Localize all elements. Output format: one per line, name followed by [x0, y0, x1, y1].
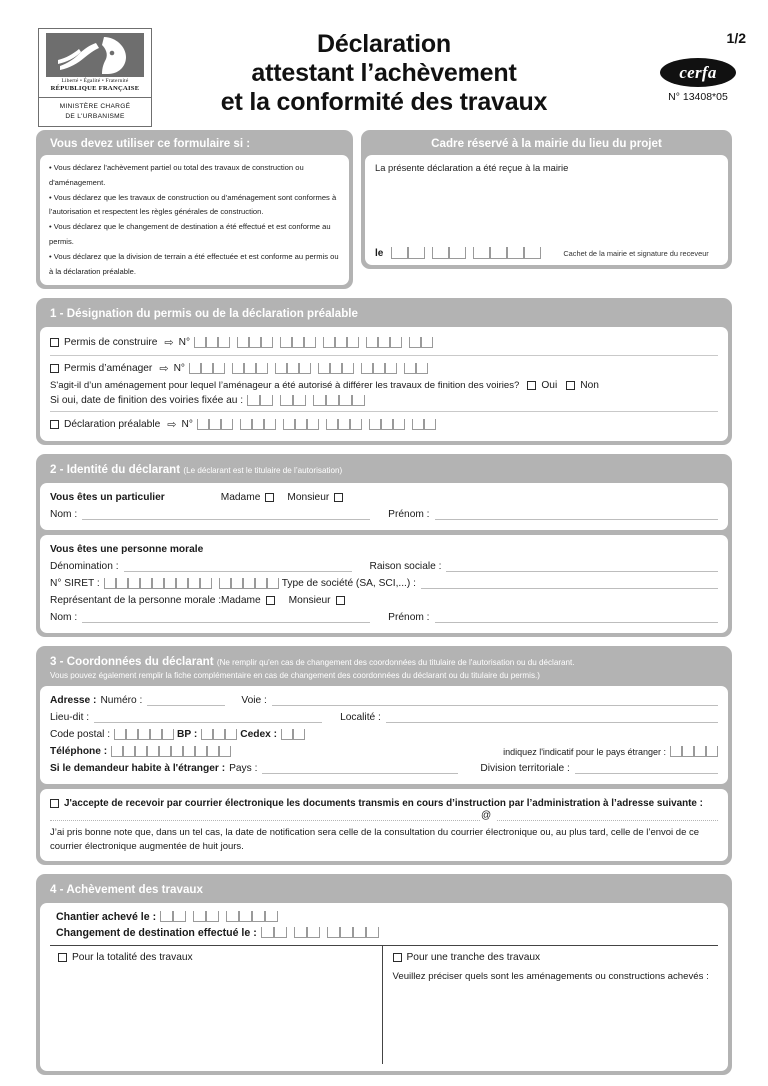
- siret-label: N° SIRET :: [50, 578, 100, 590]
- totalite-row[interactable]: [52, 950, 376, 965]
- numero-label: N°: [178, 337, 191, 349]
- bullet-item: • Vous déclarez que les travaux de construction ou d’aménagement sont conformes à l’autorisation et respectent les règles générales de construction.: [49, 192, 337, 217]
- siret-comb[interactable]: [104, 578, 279, 589]
- chantier-acheve-row[interactable]: [50, 909, 718, 925]
- division-input[interactable]: [575, 763, 718, 774]
- mairie-date-row: [375, 247, 718, 259]
- section-4-columns: [50, 946, 718, 1064]
- morale-nom-input[interactable]: [82, 612, 370, 623]
- localite-label: Localité :: [340, 712, 381, 724]
- particulier-monsieur-label: Monsieur: [287, 492, 330, 504]
- use-form-bullets: [49, 161, 340, 279]
- etranger-label: Si le demandeur habite à l'étranger :: [50, 763, 226, 775]
- particulier-nom-input[interactable]: [82, 509, 370, 520]
- etranger-row[interactable]: [50, 760, 718, 777]
- email-note: J’ai pris bonne note que, dans un tel cas, la date de notification sera celle de la consultation du courrier électronique ou, au plus tard, celle de l’envoi de ce courrier électronique augmentée de huit jours.: [50, 827, 700, 853]
- cedex-label: Cedex :: [240, 729, 278, 741]
- particulier-nom-label: Nom :: [50, 509, 78, 521]
- divider: [50, 411, 718, 412]
- particulier-madame-label: Madame: [220, 492, 261, 504]
- checkbox-particulier-monsieur[interactable]: [334, 493, 343, 502]
- tranche-note: Veuillez préciser quels sont les aménagements ou constructions achevés :: [392, 970, 709, 982]
- use-form-content: [40, 155, 349, 285]
- section-3-content: [40, 686, 728, 784]
- ministry-line-2: DE L'URBANISME: [65, 112, 125, 120]
- email-block: [40, 789, 728, 860]
- page-header: [0, 0, 768, 130]
- section-1-content: [40, 327, 728, 441]
- divider: [50, 355, 718, 356]
- section-1: [36, 298, 732, 445]
- section-2-subtitle: (Le déclarant est le titulaire de l’autorisation): [183, 466, 343, 476]
- bullet-item: • Vous déclarez que la division de terrain a été effectuée et est conforme au permis ou à la déclaration préalable.: [49, 251, 339, 276]
- section-3-frame: [36, 646, 732, 865]
- adresse-row[interactable]: [50, 692, 718, 709]
- representant-label: Représentant de la personne morale :: [50, 595, 222, 607]
- representant-row[interactable]: [50, 592, 718, 609]
- checkbox-voirie-non[interactable]: [566, 381, 575, 390]
- section-4-frame: [36, 874, 732, 1075]
- code-postal-label: Code postal :: [50, 729, 111, 741]
- section-2-title: [40, 458, 728, 483]
- logo-ministry: [39, 98, 151, 126]
- particulier-row[interactable]: [50, 489, 718, 506]
- cerfa-logo: cerfa: [660, 58, 736, 87]
- use-form-gray-frame: [36, 130, 353, 289]
- voirie-non-label: Non: [580, 380, 599, 392]
- mairie-panel: [361, 130, 732, 289]
- particulier-prenom-input[interactable]: [435, 509, 718, 520]
- division-label: Division territoriale :: [480, 763, 570, 775]
- logo-upper: [39, 29, 151, 98]
- telephone-comb[interactable]: [111, 746, 231, 757]
- declaration-prealable-row[interactable]: [50, 415, 718, 434]
- mairie-title: Cadre réservé à la mairie du lieu du projet: [431, 137, 662, 150]
- email-address-row[interactable]: [50, 808, 718, 823]
- totalite-label: Pour la totalité des travaux: [72, 951, 193, 963]
- particulier-prenom-label: Prénom :: [388, 509, 430, 521]
- section-4: [36, 874, 732, 1075]
- use-form-title: Vous devez utiliser ce formulaire si :: [50, 137, 251, 150]
- changement-destination-comb[interactable]: [261, 927, 379, 938]
- bullet-item: • Vous déclarez que le changement de destination a été effectué et est conforme au permis.: [49, 222, 331, 246]
- title-line-2: attestant l’achèvement: [251, 59, 517, 87]
- changement-destination-label: Changement de destination effectué le :: [56, 926, 257, 939]
- section-3-title: [40, 650, 728, 686]
- permis-construire-numero-comb[interactable]: [194, 337, 433, 348]
- declaration-prealable-label: Déclaration préalable: [64, 419, 161, 431]
- lieu-dit-row[interactable]: [50, 709, 718, 726]
- checkbox-accept-email[interactable]: [50, 799, 59, 808]
- arrow-right-icon: ⇨: [167, 419, 177, 432]
- section-2-frame: [36, 454, 732, 637]
- tranche-label: Pour une tranche des travaux: [406, 951, 541, 963]
- checkbox-representant-madame[interactable]: [266, 596, 275, 605]
- permis-construire-label: Permis de construire: [64, 337, 158, 349]
- raison-sociale-input[interactable]: [446, 561, 718, 572]
- morale-nom-label: Nom :: [50, 612, 78, 624]
- siret-row[interactable]: [50, 575, 718, 592]
- morale-label: Vous êtes une personne morale: [50, 544, 204, 556]
- marianne-icon: [46, 33, 144, 77]
- denomination-input[interactable]: [124, 561, 352, 572]
- type-societe-label: Type de société (SA, SCI,...) :: [281, 578, 416, 590]
- section-1-title: 1 - Désignation du permis ou de la déclaration préalable: [50, 307, 358, 321]
- particulier-nom-row[interactable]: [50, 506, 718, 523]
- indicatif-comb[interactable]: [670, 746, 718, 757]
- morale-title-row: [50, 541, 718, 558]
- voirie-question-row[interactable]: [50, 378, 718, 393]
- indicatif-label: indiquez l'indicatif pour le pays étranger :: [503, 746, 666, 757]
- changement-destination-row[interactable]: [50, 925, 718, 941]
- denomination-label: Dénomination :: [50, 561, 119, 573]
- date-finition-comb[interactable]: [247, 395, 365, 406]
- email-domain-input[interactable]: [497, 810, 718, 821]
- logo-republic: RÉPUBLIQUE FRANÇAISE: [50, 85, 140, 92]
- checkbox-tranche-travaux[interactable]: [393, 953, 402, 962]
- checkbox-particulier-madame[interactable]: [265, 493, 274, 502]
- permis-amenager-row[interactable]: [50, 359, 718, 378]
- republique-francaise-logo: [38, 28, 152, 127]
- title-line-3: et la conformité des travaux: [220, 88, 548, 116]
- email-at-symbol: @: [481, 810, 492, 822]
- bp-label: BP :: [177, 729, 198, 741]
- numero-label: N°: [181, 419, 193, 431]
- mairie-date-comb[interactable]: [391, 247, 541, 259]
- use-form-panel: [36, 130, 353, 289]
- particulier-label: Vous êtes un particulier: [50, 492, 165, 504]
- ministry-line-1: MINISTÈRE CHARGÉ: [59, 103, 131, 110]
- cerfa-number: N° 13408*05: [668, 91, 728, 103]
- date-finition-row[interactable]: [50, 393, 718, 408]
- raison-sociale-label: Raison sociale :: [369, 561, 442, 573]
- pays-input[interactable]: [262, 763, 458, 774]
- section-4-content: [40, 903, 728, 1071]
- totalite-column[interactable]: [50, 946, 383, 1064]
- voie-input[interactable]: [272, 695, 718, 706]
- numero-voie-label: Numéro :: [100, 695, 143, 707]
- representant-madame-label: Madame: [221, 595, 261, 607]
- checkbox-representant-monsieur[interactable]: [336, 596, 345, 605]
- numero-label: N°: [173, 363, 185, 375]
- telephone-label: Téléphone :: [50, 746, 108, 758]
- checkbox-voirie-oui[interactable]: [527, 381, 536, 390]
- permis-amenager-numero-comb[interactable]: [189, 363, 428, 374]
- representant-monsieur-label: Monsieur: [288, 595, 331, 607]
- checkbox-declaration-prealable[interactable]: [50, 420, 59, 429]
- mairie-received-text: La présente déclaration a été reçue à la mairie: [375, 162, 569, 173]
- type-societe-input[interactable]: [421, 578, 718, 589]
- top-panels-row: [0, 130, 768, 289]
- email-accept-label: J'accepte de recevoir par courrier électronique les documents transmis en cours d’instruction par l’administration à l’adresse suivante :: [64, 798, 703, 810]
- section-2-particulier-box: [40, 483, 728, 530]
- section-3: [36, 646, 732, 865]
- denomination-row[interactable]: [50, 558, 718, 575]
- telephone-row[interactable]: [50, 743, 718, 760]
- section-2: [36, 454, 732, 637]
- mairie-gray-frame: [361, 130, 732, 269]
- chantier-acheve-comb[interactable]: [160, 911, 278, 922]
- voirie-question-label: S'agit-il d’un aménagement pour lequel l’aménageur a été autorisé à différer les travaux de finition des voiries?: [50, 380, 520, 392]
- logo-devise: Liberté • Égalité • Fraternité: [61, 78, 129, 84]
- morale-prenom-input[interactable]: [435, 612, 718, 623]
- bp-comb[interactable]: [201, 729, 237, 740]
- code-postal-row[interactable]: [50, 726, 718, 743]
- declaration-prealable-numero-comb[interactable]: [197, 419, 436, 430]
- title-line-1: Déclaration: [317, 30, 451, 58]
- morale-nom-row[interactable]: [50, 609, 718, 626]
- checkbox-totalite-travaux[interactable]: [58, 953, 67, 962]
- section-3-subtitle-2: Vous pouvez également remplir la fiche complémentaire en cas de changement des coordonnées du déclarant ou du titulaire du permis.): [50, 671, 540, 681]
- code-postal-comb[interactable]: [114, 729, 174, 740]
- voie-label: Voie :: [241, 695, 267, 707]
- chantier-acheve-label: Chantier achevé le :: [56, 910, 157, 923]
- cerfa-block: [650, 58, 746, 103]
- adresse-label: Adresse :: [50, 695, 97, 707]
- permis-construire-row[interactable]: [50, 333, 718, 352]
- tranche-column[interactable]: [383, 946, 719, 1064]
- email-local-input[interactable]: [50, 810, 480, 821]
- morale-prenom-label: Prénom :: [388, 612, 430, 624]
- voirie-oui-label: Oui: [541, 380, 558, 392]
- section-3-subtitle-1: (Ne remplir qu'en cas de changement des coordonnées du titulaire de l'autorisation ou du déclarant.: [216, 658, 575, 668]
- mairie-date-label: le: [375, 248, 384, 259]
- mairie-stamp-label: Cachet de la mairie et signature du receveur: [563, 249, 709, 258]
- section-1-frame: [36, 298, 732, 445]
- tranche-row[interactable]: [393, 950, 717, 965]
- bullet-item: • Vous déclarez l’achèvement partiel ou total des travaux de construction ou d'aménagement.: [49, 163, 304, 187]
- section-2-title-text: 2 - Identité du déclarant: [50, 463, 181, 477]
- permis-amenager-label: Permis d’aménager: [64, 363, 153, 375]
- lieu-dit-label: Lieu-dit :: [50, 712, 90, 724]
- pays-label: Pays :: [229, 763, 258, 775]
- lieu-dit-input[interactable]: [94, 712, 322, 723]
- numero-voie-input[interactable]: [147, 695, 225, 706]
- checkbox-permis-amenager[interactable]: [50, 364, 59, 373]
- section-4-title: 4 - Achèvement des travaux: [50, 882, 203, 896]
- section-2-morale-box: [40, 535, 728, 633]
- arrow-right-icon: ⇨: [164, 337, 174, 350]
- mairie-content: [365, 155, 728, 265]
- date-finition-label: Si oui, date de finition des voiries fixée au :: [50, 395, 244, 407]
- cedex-comb[interactable]: [281, 729, 305, 740]
- section-3-title-text: 3 - Coordonnées du déclarant: [50, 655, 214, 669]
- checkbox-permis-construire[interactable]: [50, 338, 59, 347]
- page-number: 1/2: [726, 30, 746, 46]
- localite-input[interactable]: [386, 712, 718, 723]
- arrow-right-icon: ⇨: [159, 363, 169, 376]
